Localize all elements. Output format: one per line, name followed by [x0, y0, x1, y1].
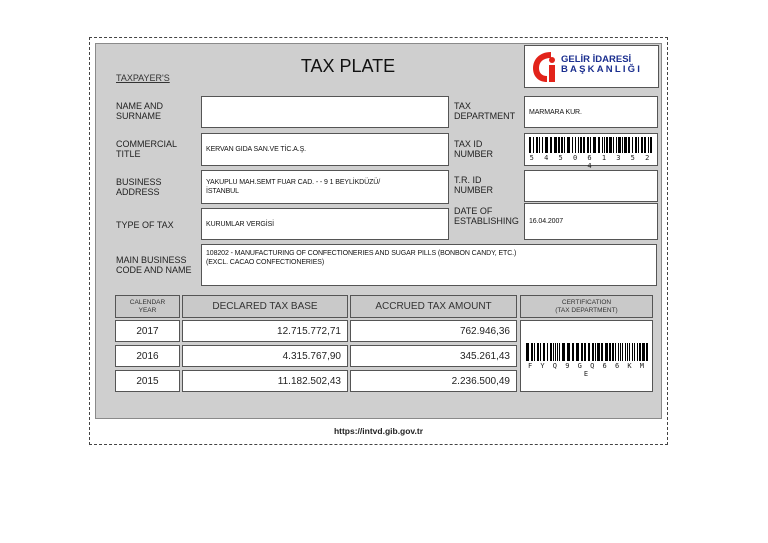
- certification-barcode-icon: [526, 343, 648, 361]
- barcode-bar: [576, 343, 579, 361]
- column-header-certification: CERTIFICATION (TAX DEPARTMENT): [520, 295, 653, 318]
- barcode-bar: [550, 343, 552, 361]
- tr-id-box: [524, 170, 658, 202]
- table-row-accrued: 2.236.500,49: [350, 370, 517, 392]
- barcode-bar: [632, 343, 633, 361]
- barcode-bar: [562, 343, 565, 361]
- barcode-bar: [627, 343, 628, 361]
- barcode-bar: [650, 137, 652, 153]
- barcode-bar: [536, 137, 538, 153]
- barcode-bar: [604, 137, 605, 153]
- barcode-bar: [605, 343, 608, 361]
- type-of-tax-label: TYPE OF TAX: [116, 220, 174, 230]
- type-of-tax-box: [201, 208, 449, 240]
- certification-code: F Y Q 9 G Q 6 6 K M E: [527, 362, 647, 378]
- date-of-establishing-label: DATE OF ESTABLISHING: [454, 206, 519, 226]
- barcode-bar: [572, 343, 574, 361]
- barcode-bar: [529, 137, 531, 153]
- table-row-year: 2015: [115, 370, 180, 392]
- name-label: NAME AND SURNAME: [116, 101, 164, 121]
- barcode-bar: [632, 137, 633, 153]
- certification-box: [520, 320, 653, 392]
- main-business-code-box: [201, 244, 657, 286]
- barcode-bar: [613, 137, 614, 153]
- business-address-label: BUSINESS ADDRESS: [116, 177, 162, 197]
- barcode-bar: [590, 137, 591, 153]
- business-address-box: [201, 170, 449, 204]
- barcode-bar: [587, 137, 589, 153]
- main-business-code-label: MAIN BUSINESS CODE AND NAME: [116, 255, 192, 275]
- barcode-bar: [612, 343, 614, 361]
- barcode-bar: [584, 343, 586, 361]
- barcode-bar: [545, 137, 548, 153]
- barcode-bar: [583, 137, 585, 153]
- barcode-bar: [628, 137, 630, 153]
- barcode-bar: [620, 343, 621, 361]
- name-value-box: [201, 96, 449, 128]
- tax-id-barcode-icon: [529, 137, 653, 153]
- barcode-bar: [616, 137, 617, 153]
- tax-id-label: TAX ID NUMBER: [454, 139, 494, 159]
- barcode-bar: [639, 343, 641, 361]
- table-row-accrued: 762.946,36: [350, 320, 517, 342]
- main-business-code-value: 108202 - MANUFACTURING OF CONFECTIONERIES AND SUGAR PILLS (BONBON CANDY, ETC.) (EXCL. CACAO CONFECTIONERIES): [206, 250, 517, 266]
- column-header-accrued-amount: ACCRUED TAX AMOUNT: [350, 295, 517, 318]
- barcode-bar: [558, 137, 560, 153]
- barcode-bar: [557, 343, 558, 361]
- barcode-bar: [578, 137, 579, 153]
- date-of-establishing-value: 16.04.2007: [529, 218, 564, 225]
- page-title: TAX PLATE: [300, 56, 396, 76]
- barcode-bar: [622, 137, 623, 153]
- barcode-bar: [602, 137, 603, 153]
- barcode-bar: [595, 343, 596, 361]
- barcode-bar: [609, 137, 612, 153]
- barcode-bar: [618, 343, 619, 361]
- barcode-bar: [648, 137, 649, 153]
- tax-department-box: [524, 96, 658, 128]
- barcode-bar: [554, 137, 557, 153]
- barcode-bar: [534, 343, 535, 361]
- table-row-accrued: 345.261,43: [350, 345, 517, 367]
- barcode-bar: [637, 343, 638, 361]
- barcode-bar: [581, 343, 583, 361]
- table-row-year: 2016: [115, 345, 180, 367]
- barcode-bar: [567, 343, 570, 361]
- barcode-bar: [598, 137, 600, 153]
- barcode-bar: [537, 343, 539, 361]
- barcode-bar: [553, 343, 554, 361]
- barcode-bar: [588, 343, 590, 361]
- business-address-value: YAKUPLU MAH.SEMT FUAR CAD. - - 9 1 BEYLİKDÜZÜ/ İSTANBUL: [206, 179, 381, 195]
- column-header-year: CALENDAR YEAR: [115, 295, 180, 318]
- barcode-bar: [547, 343, 548, 361]
- barcode-bar: [561, 137, 563, 153]
- barcode-bar: [580, 137, 582, 153]
- tax-id-box: [524, 133, 658, 170]
- tax-department-value: MARMARA KUR.: [529, 108, 582, 116]
- barcode-bar: [601, 343, 603, 361]
- barcode-bar: [531, 343, 533, 361]
- barcode-bar: [564, 137, 565, 153]
- barcode-bar: [615, 343, 616, 361]
- barcode-bar: [624, 137, 627, 153]
- barcode-bar: [526, 343, 529, 361]
- type-of-tax-value: KURUMLAR VERGİSİ: [206, 220, 275, 228]
- barcode-bar: [559, 343, 560, 361]
- logo-text-line1: GELİR İDARESİ: [561, 54, 632, 65]
- barcode-bar: [550, 137, 552, 153]
- table-row-base: 12.715.772,71: [182, 320, 348, 342]
- logo-text-line2: BAŞKANLIĞI: [561, 64, 643, 75]
- column-header-declared-base: DECLARED TAX BASE: [182, 295, 348, 318]
- tax-id-value: 5 4 5 0 6 1 3 5 2 4: [529, 154, 653, 170]
- barcode-bar: [542, 137, 543, 153]
- table-row-base: 4.315.767,90: [182, 345, 348, 367]
- barcode-bar: [638, 137, 639, 153]
- taxpayer-label: TAXPAYER'S: [116, 73, 170, 83]
- commercial-title-box: [201, 133, 449, 166]
- barcode-bar: [641, 137, 643, 153]
- barcode-bar: [634, 343, 635, 361]
- barcode-bar: [622, 343, 623, 361]
- barcode-bar: [597, 343, 600, 361]
- barcode-bar: [543, 343, 545, 361]
- barcode-bar: [644, 137, 646, 153]
- table-row-year: 2017: [115, 320, 180, 342]
- tax-department-label: TAX DEPARTMENT: [454, 101, 516, 121]
- barcode-bar: [555, 343, 556, 361]
- barcode-bar: [567, 137, 570, 153]
- table-row-base: 11.182.502,43: [182, 370, 348, 392]
- barcode-bar: [575, 137, 576, 153]
- barcode-bar: [629, 343, 630, 361]
- barcode-bar: [539, 137, 540, 153]
- barcode-bar: [618, 137, 621, 153]
- tr-id-label: T.R. ID NUMBER: [454, 175, 494, 195]
- barcode-bar: [609, 343, 611, 361]
- barcode-bar: [606, 137, 608, 153]
- date-of-establishing-box: [524, 203, 658, 240]
- barcode-bar: [642, 343, 645, 361]
- barcode-bar: [540, 343, 541, 361]
- barcode-bar: [533, 137, 534, 153]
- commercial-title-value: KERVAN GIDA SAN.VE TİC.A.Ş.: [206, 146, 306, 153]
- commercial-title-label: COMMERCIAL TITLE: [116, 139, 178, 159]
- barcode-bar: [593, 137, 596, 153]
- barcode-bar: [625, 343, 626, 361]
- footer-url[interactable]: https://intvd.gib.gov.tr: [333, 426, 424, 436]
- barcode-bar: [572, 137, 573, 153]
- barcode-bar: [646, 343, 648, 361]
- gib-logo: [524, 45, 659, 88]
- barcode-bar: [592, 343, 594, 361]
- barcode-bar: [635, 137, 637, 153]
